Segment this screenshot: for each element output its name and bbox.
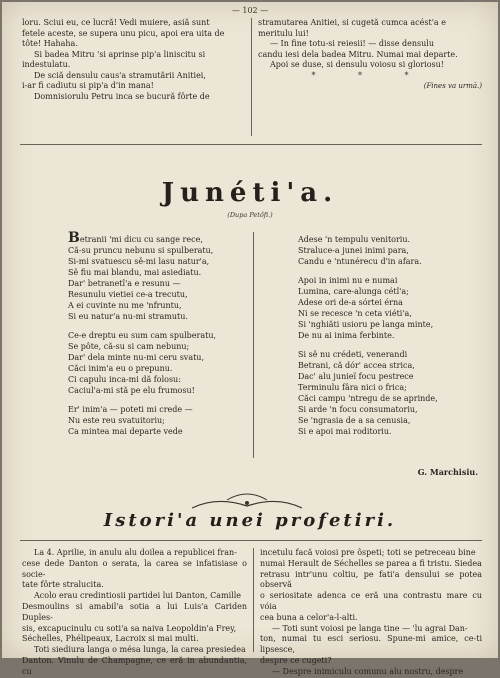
text-line: fetele aceste, se supera unu picu, apoi era uita de xyxy=(22,28,225,38)
text-line: — Toti sunt voiosi pe langa tine — 'lu agrai Dan- xyxy=(272,623,468,633)
text-line: — Despre inimiculu comunu alu nostru, despre xyxy=(272,666,464,676)
poem-line: Si arde 'n focu consumatoriu, xyxy=(298,405,418,414)
article-right-column xyxy=(260,548,482,678)
poem-line: De nu ai inima ferbinte. xyxy=(298,331,395,340)
page-number: — 102 — xyxy=(231,6,269,15)
poem-line: Ci capulu inca-mi dă folosu: xyxy=(68,375,181,384)
poem-line: Lumina, care-alunga cétî'a; xyxy=(298,287,409,296)
poem-line: Si sě nu crédeti, venerandi xyxy=(298,350,408,359)
poem-line: Betranii 'mi dicu cu sange rece, xyxy=(68,230,203,246)
text-line: Toti siediura langa o mésa lunga, la carea presiedea xyxy=(34,645,246,655)
poem-left-column xyxy=(68,230,248,445)
poem-line: Si-mi svatuescu sě-mi lasu natur'a, xyxy=(68,257,210,266)
text-line: o seriositate adenca ce eră una contrastu mare cu vóia xyxy=(260,591,482,611)
poem-byline: (Dupa Petőfi.) xyxy=(227,211,273,219)
poem-line: Dar' betranetî'a e resunu — xyxy=(68,279,181,288)
top-right-column xyxy=(258,18,482,92)
text-line: despre ce cugeti? xyxy=(260,655,332,665)
text-line: Apoi se duse, si densulu voiosu si gloriosu! xyxy=(270,60,445,69)
text-line: Si badea Mitru 'si aprinse pip'a liniscitu si xyxy=(34,49,206,59)
text-line: meritulu lui! xyxy=(258,28,309,38)
poem-line: Resunulu vietiei ce-a trecutu, xyxy=(68,290,188,299)
section-divider xyxy=(20,144,482,145)
text-line: tôte! Hahaha. xyxy=(22,39,78,48)
poem-line: Ni se recesce 'n ceta viéti'a, xyxy=(298,309,412,318)
poem-line: A ei cuvinte nu me 'nfruntu, xyxy=(68,301,182,310)
column-divider xyxy=(251,18,252,136)
poem-line: Căci campu 'ntregu de se aprinde, xyxy=(298,394,438,403)
column-divider xyxy=(253,232,254,458)
poem-line: Dar' dela minte nu-mi ceru svatu, xyxy=(68,353,204,362)
text-line: sis, excapucinulu cu soti'a sa naiva Leopoldin'a Frey, xyxy=(22,623,237,633)
poem-line: Căci inim'a eu o prepunu. xyxy=(68,364,173,373)
column-divider xyxy=(253,548,254,652)
text-line: — In fine totu-si reiesii! — disse densulu xyxy=(270,39,434,48)
text-line: cea buna a celor'a-l-alti. xyxy=(260,612,358,622)
poem-line: Se 'ngrasia de a sa cenusia, xyxy=(298,416,411,425)
text-line: ton, numai tu esci seriosu. Spune-mi amice, ce-ti lipsesce, xyxy=(260,634,482,655)
text-line: Séchelles, Phélipeaux, Lacroix si mai multi. xyxy=(22,634,199,644)
text-line: incetulu facă voiosi pre ôspeti; toti se petreceau bine xyxy=(260,548,476,557)
poem-line: Si e apoi mai roditoriu. xyxy=(298,427,392,436)
separator-stars: * * * xyxy=(311,70,429,80)
text-line: loru. Sciui eu, ce lucră! Vedi muiere, asiă sunt xyxy=(22,18,210,27)
poem-stanza xyxy=(68,330,248,396)
poem-line: Se pôte, că-su si cam nebunu; xyxy=(68,342,190,351)
text-line: Acolo erau credintiosii partidei lui Danton, Camille xyxy=(34,591,241,601)
poem-right-column xyxy=(298,234,478,445)
poem-line: Sě fiu mai blandu, mai asiediatu. xyxy=(68,268,202,277)
poem-author: G. Marchisiu. xyxy=(417,467,478,477)
poem-line: Apoi in inimi nu e numai xyxy=(298,276,398,285)
text-line: Danton. Vinulu de Champagne, ce eră in abundantia, cu xyxy=(22,655,247,676)
text-line: La 4. Aprilie, in anulu alu doilea a republicei fran- xyxy=(34,548,237,557)
text-line: tate fôrte stralucita. xyxy=(22,580,104,590)
poem-stanza xyxy=(68,230,248,322)
continuation-note: (Fines va urmă.) xyxy=(423,82,482,90)
newspaper-page xyxy=(2,2,498,676)
poem-stanza xyxy=(298,275,478,341)
text-line: De sciă densulu caus'a stramutării Anitiei, xyxy=(34,70,206,80)
poem-line: Dac' alu junieï focu pestrece xyxy=(298,372,414,381)
poem-stanza xyxy=(68,404,248,437)
poem-line: Că-su pruncu nebunu si spulberatu, xyxy=(68,246,214,255)
text-line: indestulatu. xyxy=(22,60,71,69)
poem-line: Adese ori de-a sórtei érna xyxy=(298,298,403,307)
poem-title: Junéti'a. xyxy=(161,178,339,208)
poem-line: Terminulu fâra nici o frica; xyxy=(298,383,407,392)
article-title: Istori'a unei profetiri. xyxy=(103,510,397,531)
poem-line: Si 'nghiăti usioru pe langa minte, xyxy=(298,320,434,329)
poem-line: Ca mintea mai departe vede xyxy=(68,427,183,436)
poem-line: Betrani, că dór' accea strica, xyxy=(298,361,415,370)
text-line: retrasu intr'unu coltiu, pe fati'a densului se potea observă xyxy=(260,569,482,590)
top-left-column xyxy=(22,18,244,102)
drop-cap: B xyxy=(68,230,80,246)
poem-line: Ce-e dreptu eu sum cam spulberatu, xyxy=(68,331,217,340)
poem-line: Nu este reu svatuitoriu; xyxy=(68,416,165,425)
text-line: Domnisiorulu Petru inca se bucură fôrte de xyxy=(34,91,210,101)
poem-line: Si eu natur'a nu-mi stramutu. xyxy=(68,312,188,321)
section-divider xyxy=(20,540,482,541)
text-line: numai Herault de Séchelles se parea a fi tristu. Siedea xyxy=(260,558,482,568)
poem-stanza xyxy=(298,234,478,267)
poem-line: Straluce-a junei inimi para, xyxy=(298,246,409,255)
poem-line: Caciul'a-mi stă pe elu frumosu! xyxy=(68,386,195,395)
text-line: stramutarea Anitiei, si cugetă cumca acést'a e xyxy=(258,18,446,27)
article-left-column xyxy=(22,548,247,678)
poem-stanza xyxy=(298,349,478,437)
text-line: Desmoulins si amabil'a sotia a lui Luis'a Cariden Duples- xyxy=(22,601,247,622)
text-line: i-ar fi cadiutu si pip'a d'in mana! xyxy=(22,81,154,90)
poem-line: Er' inim'a — poteti mi crede — xyxy=(68,405,193,414)
text-line: candu iesi dela badea Mitru. Numai mai departe. xyxy=(258,49,458,59)
text-line: cese dede Danton o serata, la carea se infatisiase o socie- xyxy=(22,558,247,579)
poem-line: Adese 'n tempulu venitoriu. xyxy=(298,235,411,244)
poem-line: Candu e 'ntunérecu d'in afara. xyxy=(298,257,422,266)
